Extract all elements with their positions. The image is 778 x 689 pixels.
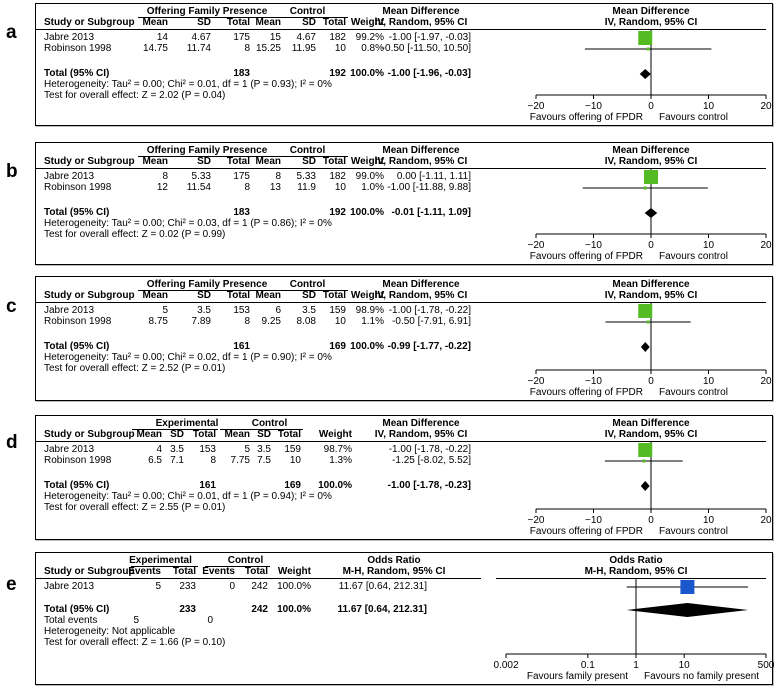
forest-plot-panel-c — [35, 276, 773, 401]
favours-right-label: Favours control — [659, 112, 728, 123]
study-value-sd: 11.9 — [297, 182, 316, 193]
forest-plot-panel-e — [35, 552, 773, 685]
x-axis-tick-label: 20 — [760, 101, 772, 112]
experimental-group-header: Offering Family Presence — [146, 279, 268, 290]
study-value-weight: 0.8% — [361, 43, 384, 54]
total-weight: 100.0% — [350, 68, 384, 79]
study-effect-square — [638, 31, 652, 45]
column-header-events: Events — [128, 566, 161, 577]
plot-header: Odds Ratio — [609, 555, 663, 566]
total-ci: -1.00 [-1.78, -0.23] — [387, 480, 471, 491]
overall-effect-note: Test for overall effect: Z = 2.55 (P = 0.01) — [44, 502, 226, 513]
study-value-mean: 9.25 — [261, 316, 281, 327]
study-value-sd: 4.67 — [191, 32, 211, 43]
x-axis-tick-label: 0.002 — [493, 660, 519, 671]
effect-subheader: IV, Random, 95% CI — [374, 429, 468, 440]
study-value-sd: 11.54 — [186, 182, 211, 193]
total-ci: 11.67 [0.64, 212.31] — [337, 604, 427, 615]
panel-letter: e — [6, 574, 17, 595]
plot-header: Mean Difference — [612, 279, 690, 290]
overall-effect-note: Test for overall effect: Z = 2.52 (P = 0.01) — [44, 363, 226, 374]
study-ci: -1.00 [-11.88, 9.88] — [387, 182, 471, 193]
study-value-events: 5 — [155, 581, 161, 592]
study-name: Jabre 2013 — [44, 32, 95, 43]
study-value-total: 159 — [284, 444, 301, 455]
study-value-sd: 8.08 — [296, 316, 316, 327]
column-header-total: Total — [322, 156, 346, 167]
study-value-weight: 98.7% — [323, 444, 352, 455]
study-value-total: 8 — [244, 316, 250, 327]
experimental-group-header: Offering Family Presence — [146, 145, 268, 156]
column-header-total: Total — [172, 566, 196, 577]
study-value-total: 175 — [233, 171, 250, 182]
x-axis-tick-label: 0 — [648, 376, 654, 387]
study-effect-square — [647, 321, 650, 324]
total-experimental: 161 — [199, 480, 216, 491]
column-header-weight: Weight — [318, 429, 352, 440]
x-axis-tick-label: 10 — [702, 515, 715, 526]
study-value-weight: 99.0% — [355, 171, 384, 182]
total-events-label: Total events — [44, 615, 98, 626]
panel-letter: d — [6, 432, 18, 453]
study-column-header: Study or Subgroup — [44, 17, 135, 28]
study-column-header: Study or Subgroup — [44, 290, 135, 301]
total-control: 192 — [329, 207, 346, 218]
study-value-mean: 14 — [156, 32, 168, 43]
study-value-total: 175 — [233, 32, 250, 43]
study-name: Jabre 2013 — [44, 305, 95, 316]
study-value-total: 233 — [179, 581, 196, 592]
column-header-sd: SD — [257, 429, 271, 440]
forest-plot-svg — [36, 277, 772, 400]
total-control: 242 — [251, 604, 268, 615]
study-effect-square — [680, 580, 694, 594]
total-label: Total (95% CI) — [44, 604, 110, 615]
column-header-total: Total — [192, 429, 216, 440]
x-axis-tick-label: 10 — [702, 101, 715, 112]
column-header-mean: Mean — [142, 17, 168, 28]
total-ci: -0.01 [-1.11, 1.09] — [391, 207, 471, 218]
x-axis-tick-label: 20 — [760, 240, 772, 251]
study-name: Jabre 2013 — [44, 581, 95, 592]
total-label: Total (95% CI) — [44, 341, 110, 352]
total-weight: 100.0% — [277, 604, 311, 615]
total-experimental: 183 — [233, 207, 250, 218]
study-name: Robinson 1998 — [44, 455, 112, 466]
study-column-header: Study or Subgroup — [44, 429, 135, 440]
x-axis-tick-label: −20 — [527, 376, 545, 387]
study-name: Robinson 1998 — [44, 43, 112, 54]
pooled-effect-diamond — [641, 342, 650, 352]
study-value-total: 8 — [244, 43, 250, 54]
column-header-weight: Weight — [350, 17, 384, 28]
total-ci: -1.00 [-1.96, -0.03] — [387, 68, 471, 79]
column-header-sd: SD — [302, 156, 316, 167]
plot-subheader: IV, Random, 95% CI — [604, 17, 698, 28]
study-ci: -1.00 [-1.78, -0.22] — [388, 305, 471, 316]
study-value-weight: 1.3% — [329, 455, 352, 466]
overall-effect-note: Test for overall effect: Z = 2.02 (P = 0.04) — [44, 90, 226, 101]
forest-plot-panel-a — [35, 3, 773, 126]
study-value-total: 153 — [199, 444, 216, 455]
x-axis-tick-label: 500 — [757, 660, 775, 671]
study-value-sd: 11.74 — [186, 43, 211, 54]
column-header-weight: Weight — [277, 566, 311, 577]
plot-subheader: IV, Random, 95% CI — [604, 290, 698, 301]
study-value-total: 10 — [289, 455, 301, 466]
forest-plot-panel-b — [35, 142, 773, 265]
study-value-mean: 5 — [162, 305, 168, 316]
favours-right-label: Favours no family present — [644, 671, 760, 682]
study-value-mean: 14.75 — [142, 43, 168, 54]
column-header-total: Total — [226, 156, 250, 167]
column-header-sd: SD — [197, 290, 211, 301]
study-value-mean: 4 — [156, 444, 162, 455]
study-value-sd: 4.67 — [296, 32, 316, 43]
study-value-sd: 7.89 — [191, 316, 211, 327]
study-name: Jabre 2013 — [44, 444, 95, 455]
study-effect-square — [638, 443, 652, 457]
study-value-mean: 15 — [269, 32, 281, 43]
column-header-total: Total — [322, 17, 346, 28]
effect-header: Mean Difference — [382, 418, 460, 429]
study-column-header: Study or Subgroup — [44, 156, 135, 167]
column-header-total: Total — [226, 17, 250, 28]
study-value-total: 10 — [334, 182, 346, 193]
control-group-header: Control — [289, 279, 326, 290]
column-header-total: Total — [322, 290, 346, 301]
study-value-mean: 6.5 — [148, 455, 162, 466]
panel-letter: a — [6, 22, 17, 43]
study-value-total: 159 — [329, 305, 346, 316]
overall-effect-note: Test for overall effect: Z = 1.66 (P = 0.10) — [44, 637, 226, 648]
x-axis-tick-label: 10 — [702, 240, 715, 251]
control-group-header: Control — [251, 418, 288, 429]
column-header-sd: SD — [197, 17, 211, 28]
heterogeneity-note: Heterogeneity: Tau² = 0.00; Chi² = 0.01, df = 1 (P = 0.93); I² = 0% — [44, 79, 332, 90]
plot-header: Mean Difference — [612, 418, 690, 429]
column-header-mean: Mean — [255, 156, 281, 167]
pooled-effect-diamond — [640, 69, 651, 79]
study-value-mean: 13 — [269, 182, 281, 193]
effect-subheader: IV, Random, 95% CI — [374, 17, 468, 28]
study-value-total: 8 — [244, 182, 250, 193]
effect-header: Odds Ratio — [367, 555, 421, 566]
study-value-total: 182 — [329, 171, 346, 182]
forest-plot-panel-d — [35, 415, 773, 540]
experimental-group-header: Experimental — [155, 418, 219, 429]
plot-subheader: IV, Random, 95% CI — [604, 156, 698, 167]
plot-header: Mean Difference — [612, 145, 690, 156]
column-header-sd: SD — [302, 290, 316, 301]
column-header-mean: Mean — [255, 290, 281, 301]
study-value-weight: 99.2% — [355, 32, 384, 43]
study-ci: -0.50 [-7.91, 6.91] — [392, 316, 471, 327]
study-effect-square — [644, 187, 647, 190]
x-axis-tick-label: 10 — [678, 660, 690, 671]
experimental-group-header: Experimental — [129, 555, 192, 566]
column-header-sd: SD — [170, 429, 184, 440]
column-header-events: Events — [202, 566, 235, 577]
study-effect-square — [642, 460, 645, 463]
total-label: Total (95% CI) — [44, 68, 110, 79]
study-value-sd: 7.1 — [170, 455, 184, 466]
x-axis-tick-label: 0 — [648, 240, 654, 251]
control-group-header: Control — [289, 145, 326, 156]
favours-left-label: Favours offering of FPDR — [529, 251, 643, 262]
study-value-total: 10 — [334, 43, 346, 54]
x-axis-tick-label: 1 — [633, 660, 639, 671]
x-axis-tick-label: −10 — [585, 376, 602, 387]
study-value-weight: 100.0% — [277, 581, 311, 592]
control-group-header: Control — [289, 6, 326, 17]
x-axis-tick-label: 20 — [760, 376, 772, 387]
x-axis-tick-label: 0 — [648, 101, 654, 112]
study-value-sd: 11.95 — [291, 43, 316, 54]
effect-subheader: M-H, Random, 95% CI — [342, 566, 446, 577]
study-value-mean: 15.25 — [255, 43, 281, 54]
study-ci: 0.00 [-1.11, 1.11] — [396, 171, 471, 182]
forest-plot-svg — [36, 4, 772, 125]
favours-right-label: Favours control — [659, 387, 728, 398]
column-header-weight: Weight — [350, 290, 384, 301]
total-control: 192 — [329, 68, 346, 79]
study-name: Robinson 1998 — [44, 182, 112, 193]
total-label: Total (95% CI) — [44, 480, 110, 491]
column-header-mean: Mean — [136, 429, 162, 440]
total-events-experimental: 5 — [133, 615, 139, 626]
pooled-effect-diamond — [645, 208, 658, 218]
panel-letter: c — [6, 296, 17, 317]
study-value-events: 0 — [229, 581, 235, 592]
effect-subheader: IV, Random, 95% CI — [374, 290, 468, 301]
column-header-weight: Weight — [350, 156, 384, 167]
panel-letter: b — [6, 161, 18, 182]
study-value-sd: 7.5 — [257, 455, 271, 466]
column-header-total: Total — [226, 290, 250, 301]
study-value-mean: 6 — [275, 305, 281, 316]
column-header-mean: Mean — [224, 429, 250, 440]
study-value-mean: 8 — [162, 171, 168, 182]
total-weight: 100.0% — [350, 207, 384, 218]
effect-header: Mean Difference — [382, 6, 460, 17]
column-header-sd: SD — [302, 17, 316, 28]
total-experimental: 161 — [233, 341, 250, 352]
study-value-mean: 12 — [156, 182, 168, 193]
total-control: 169 — [284, 480, 301, 491]
study-name: Robinson 1998 — [44, 316, 112, 327]
study-value-mean: 7.75 — [230, 455, 250, 466]
x-axis-tick-label: −20 — [527, 515, 545, 526]
effect-header: Mean Difference — [382, 279, 460, 290]
study-value-total: 10 — [334, 316, 346, 327]
favours-right-label: Favours control — [659, 526, 728, 537]
study-ci: -1.00 [-1.78, -0.22] — [388, 444, 471, 455]
control-group-header: Control — [227, 555, 264, 566]
study-value-sd: 3.5 — [257, 444, 271, 455]
plot-subheader: IV, Random, 95% CI — [604, 429, 698, 440]
x-axis-tick-label: 20 — [760, 515, 772, 526]
pooled-effect-diamond — [641, 481, 650, 491]
column-header-mean: Mean — [142, 290, 168, 301]
experimental-group-header: Offering Family Presence — [146, 6, 268, 17]
study-value-mean: 5 — [244, 444, 250, 455]
study-value-total: 153 — [233, 305, 250, 316]
column-header-mean: Mean — [255, 17, 281, 28]
x-axis-tick-label: −20 — [527, 240, 545, 251]
x-axis-tick-label: 10 — [702, 376, 715, 387]
study-effect-square — [644, 170, 658, 184]
study-value-total: 182 — [329, 32, 346, 43]
favours-left-label: Favours offering of FPDR — [529, 526, 643, 537]
total-label: Total (95% CI) — [44, 207, 110, 218]
heterogeneity-note: Heterogeneity: Tau² = 0.00; Chi² = 0.02, df = 1 (P = 0.90); I² = 0% — [44, 352, 332, 363]
study-value-weight: 1.0% — [361, 182, 384, 193]
study-value-sd: 3.5 — [302, 305, 316, 316]
total-events-control: 0 — [207, 615, 213, 626]
study-value-sd: 3.5 — [170, 444, 184, 455]
forest-plot-svg — [36, 143, 772, 264]
favours-left-label: Favours family present — [526, 671, 628, 682]
column-header-sd: SD — [197, 156, 211, 167]
total-weight: 100.0% — [318, 480, 352, 491]
column-header-total: Total — [277, 429, 301, 440]
total-experimental: 183 — [233, 68, 250, 79]
study-ci: -1.25 [-8.02, 5.52] — [392, 455, 471, 466]
heterogeneity-note: Heterogeneity: Tau² = 0.00; Chi² = 0.01, df = 1 (P = 0.94); I² = 0% — [44, 491, 332, 502]
study-value-total: 8 — [210, 455, 216, 466]
plot-subheader: M-H, Random, 95% CI — [584, 566, 688, 577]
study-ci: -1.00 [-1.97, -0.03] — [388, 32, 471, 43]
study-effect-square — [638, 304, 652, 318]
study-ci: 11.67 [0.64, 212.31] — [338, 581, 427, 592]
total-weight: 100.0% — [350, 341, 384, 352]
x-axis-tick-label: −10 — [585, 101, 602, 112]
study-name: Jabre 2013 — [44, 171, 95, 182]
total-experimental: 233 — [179, 604, 196, 615]
total-ci: -0.99 [-1.77, -0.22] — [387, 341, 471, 352]
x-axis-tick-label: 0 — [648, 515, 654, 526]
favours-left-label: Favours offering of FPDR — [529, 387, 643, 398]
study-value-weight: 1.1% — [361, 316, 384, 327]
x-axis-tick-label: −10 — [585, 240, 602, 251]
study-value-sd: 5.33 — [191, 171, 211, 182]
forest-plot-svg — [36, 416, 772, 539]
study-value-sd: 5.33 — [296, 171, 316, 182]
study-value-mean: 8.75 — [148, 316, 168, 327]
effect-header: Mean Difference — [382, 145, 460, 156]
x-axis-tick-label: 0.1 — [580, 660, 595, 671]
heterogeneity-note: Heterogeneity: Tau² = 0.00; Chi² = 0.03, df = 1 (P = 0.86); I² = 0% — [44, 218, 332, 229]
study-value-total: 242 — [251, 581, 268, 592]
favours-right-label: Favours control — [659, 251, 728, 262]
study-column-header: Study or Subgroup — [44, 566, 135, 577]
effect-subheader: IV, Random, 95% CI — [374, 156, 468, 167]
overall-effect-note: Test for overall effect: Z = 0.02 (P = 0.99) — [44, 229, 226, 240]
study-effect-square — [647, 48, 650, 51]
pooled-effect-diamond — [627, 603, 748, 617]
forest-plot-svg — [36, 553, 775, 684]
study-value-mean: 8 — [275, 171, 281, 182]
total-control: 169 — [329, 341, 346, 352]
x-axis-tick-label: −10 — [585, 515, 602, 526]
study-ci: -0.50 [-11.50, 10.50] — [381, 43, 471, 54]
study-value-sd: 3.5 — [197, 305, 211, 316]
heterogeneity-note: Heterogeneity: Not applicable — [44, 626, 176, 637]
plot-header: Mean Difference — [612, 6, 690, 17]
x-axis-tick-label: −20 — [527, 101, 545, 112]
column-header-total: Total — [244, 566, 268, 577]
study-value-weight: 98.9% — [355, 305, 384, 316]
favours-left-label: Favours offering of FPDR — [529, 112, 643, 123]
column-header-mean: Mean — [142, 156, 168, 167]
